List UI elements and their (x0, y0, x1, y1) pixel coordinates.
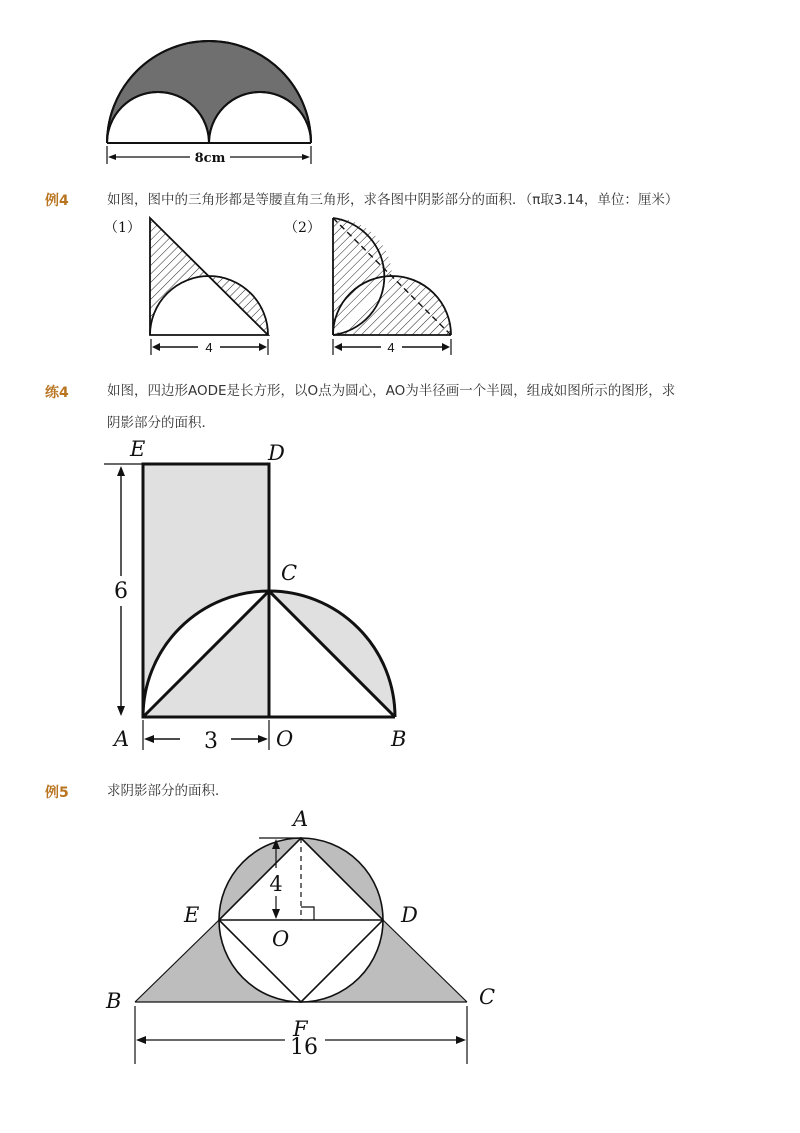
right-angle-mark (301, 907, 314, 920)
shaded-lower-triangles (135, 920, 467, 1002)
point-label-O: O (276, 727, 294, 751)
point-label-F: F (293, 1017, 308, 1041)
point-label-B: B (391, 727, 407, 751)
arrowhead-left (152, 343, 160, 351)
figure-semicircles (95, 30, 325, 170)
arrowhead-left (144, 735, 154, 743)
point-label-E: E (184, 903, 200, 927)
arrowhead-right (302, 154, 310, 160)
point-label-C: C (479, 985, 496, 1009)
arrowhead-down (117, 706, 125, 716)
point-label-A: A (293, 807, 309, 831)
figure-practice4 (100, 430, 430, 760)
figure-ex5 (100, 800, 510, 1070)
example-problem-text: 如图，图中的三角形都是等腰直角三角形，求各图中阴影部分的面积．（π取3.14，单位：厘米） (107, 192, 679, 208)
point-label-B: B (106, 989, 122, 1013)
figure-ex4-1 (100, 210, 280, 360)
radius-label: 4 (269, 872, 283, 896)
figure-ex4-2 (280, 210, 470, 360)
point-label-O: O (272, 927, 290, 951)
base-label: 16 (290, 1035, 318, 1060)
dimension-label: 4 (205, 340, 213, 355)
arrowhead-left (334, 343, 342, 351)
width-label: 3 (204, 729, 218, 754)
sub-figure-label: （1） (104, 220, 141, 236)
arrowhead-left (108, 154, 116, 160)
arrowhead-right (456, 1036, 466, 1044)
arrowhead-right (259, 343, 267, 351)
example5-problem-text: 求阴影部分的面积． (107, 783, 229, 799)
point-label-D: D (401, 903, 418, 927)
point-label-E: E (130, 437, 146, 461)
arrowhead-left (136, 1036, 146, 1044)
practice-problem-line1: 如图，四边形AODE是长方形，以O点为圆心，AO为半径画一个半圆，组成如图所示的图形，求 (107, 383, 676, 399)
dimension-label: 4 (387, 340, 395, 355)
arrowhead-down (272, 909, 280, 919)
arrowhead-right (258, 735, 268, 743)
height-label: 6 (114, 579, 128, 604)
arrowhead-right (442, 343, 450, 351)
point-label-A: A (114, 727, 130, 751)
practice-problem-line2: 阴影部分的面积． (107, 415, 215, 431)
arrowhead-up (117, 466, 125, 476)
point-label-C: C (281, 561, 298, 585)
sub-figure-label: （2） (284, 220, 321, 236)
point-label-D: D (268, 441, 285, 465)
dimension-label: 8cm (194, 151, 226, 166)
example5-tag: 例5 (45, 785, 69, 801)
example-tag: 例4 (45, 193, 69, 209)
shaded-region (107, 41, 311, 143)
practice-tag: 练4 (45, 385, 69, 401)
